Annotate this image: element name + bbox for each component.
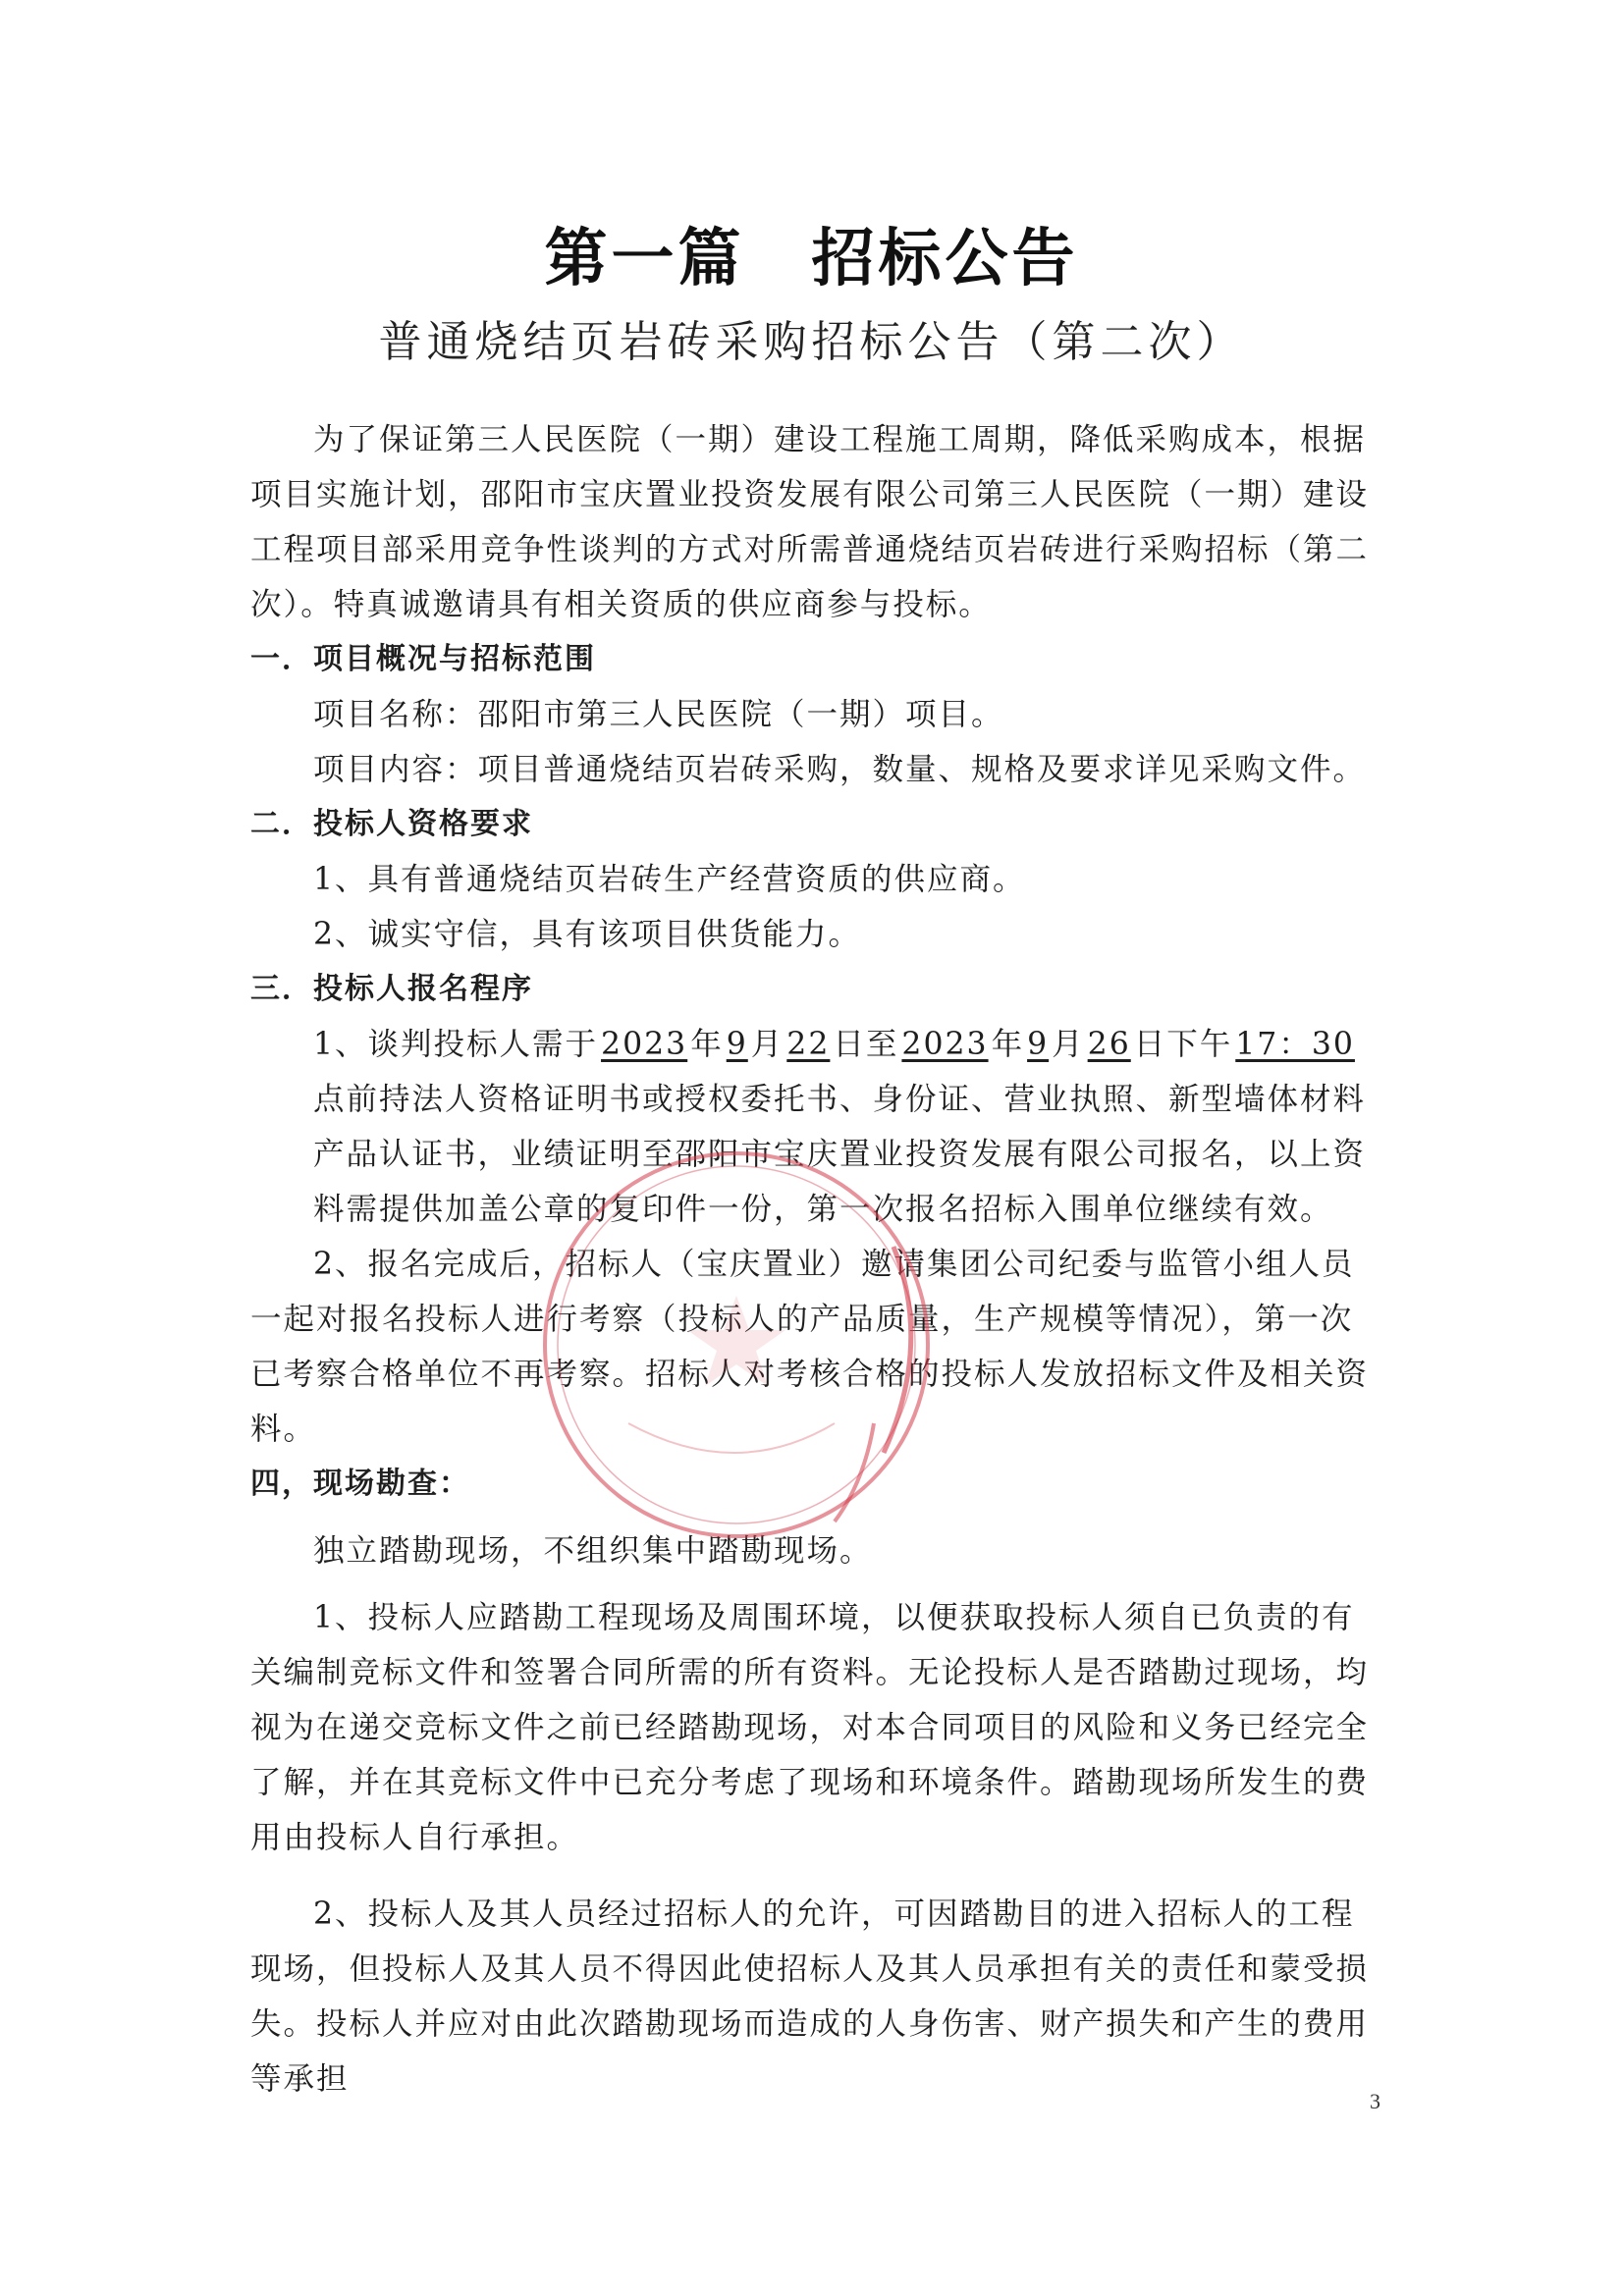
end-time: 17：30 — [1235, 1027, 1355, 1062]
project-name-line: 项目名称：邵阳市第三人民医院（一期）项目。 — [313, 697, 1004, 732]
end-month: 9 — [1027, 1027, 1050, 1062]
site-survey-item-2: 2、投标人及其人员经过招标人的允许，可因踏勘目的进入招标人的工程现场，但投标人及其人员不得因此使招标人及其人员承担有关的责任和蒙受损失。投标人并应对由此次踏勘现场而造成的人身伤害、财产损失和产生的费用等承担 — [250, 1896, 1370, 2097]
document-body — [250, 412, 1380, 2107]
end-day: 26 — [1087, 1027, 1131, 1062]
page-subtitle: 普通烧结页岩砖采购招标公告（第二次） — [378, 317, 1245, 367]
section-heading-overview: 一．项目概况与招标范围 — [250, 642, 596, 676]
registration-item-1: 1、谈判投标人需于2023年9月22日至2023年9月26日下午17：30点前持法人资格证明书或授权委托书、身份证、营业执照、新型墙体材料产品认证书，业绩证明至邵阳市宝庆置业投资发展有限公司报名，以上资料需提供加盖公章的复印件一份，第一次报名招标入围单位继续有效。 — [313, 1027, 1367, 1227]
section-heading-registration: 三．投标人报名程序 — [250, 972, 533, 1006]
intro-paragraph: 为了保证第三人民医院（一期）建设工程施工周期，降低采购成本，根据项目实施计划，邵阳市宝庆置业投资发展有限公司第三人民医院（一期）建设工程项目部采用竞争性谈判的方式对所需普通烧结页岩砖进行采购招标（第二次）。特真诚邀请具有相关资质的供应商参与投标。 — [250, 422, 1370, 622]
page-title: 第一篇 招标公告 — [544, 223, 1079, 295]
project-content-line: 项目内容：项目普通烧结页岩砖采购，数量、规格及要求详见采购文件。 — [313, 752, 1367, 787]
section-heading-qualification: 二．投标人资格要求 — [250, 807, 533, 841]
site-survey-intro: 独立踏勘现场，不组织集中踏勘现场。 — [313, 1533, 873, 1569]
qualification-item-2: 2、诚实守信，具有该项目供货能力。 — [313, 917, 862, 952]
start-year: 2023 — [601, 1027, 688, 1062]
page-number: 3 — [1370, 2089, 1380, 2113]
site-survey-item-1: 1、投标人应踏勘工程现场及周围环境，以便获取投标人须自已负责的有关编制竞标文件和签署合同所需的所有资料。无论投标人是否踏勘过现场，均视为在递交竞标文件之前已经踏勘现场，对本合同项目的风险和义务已经完全了解，并在其竞标文件中已充分考虑了现场和环境条件。踏勘现场所发生的费用由投标人自行承担。 — [250, 1600, 1370, 1855]
start-day: 22 — [786, 1027, 831, 1062]
end-year: 2023 — [901, 1027, 989, 1062]
start-month: 9 — [726, 1027, 748, 1062]
registration-item-2: 2、报名完成后，招标人（宝庆置业）邀请集团公司纪委与监管小组人员一起对报名投标人进行考察（投标人的产品质量，生产规模等情况），第一次已考察合格单位不再考察。招标人对考核合格的投标人发放招标文件及相关资料。 — [250, 1247, 1370, 1447]
section-heading-site-survey: 四，现场勘查： — [250, 1467, 470, 1501]
qualification-item-1: 1、具有普通烧结页岩砖生产经营资质的供应商。 — [313, 862, 1026, 897]
